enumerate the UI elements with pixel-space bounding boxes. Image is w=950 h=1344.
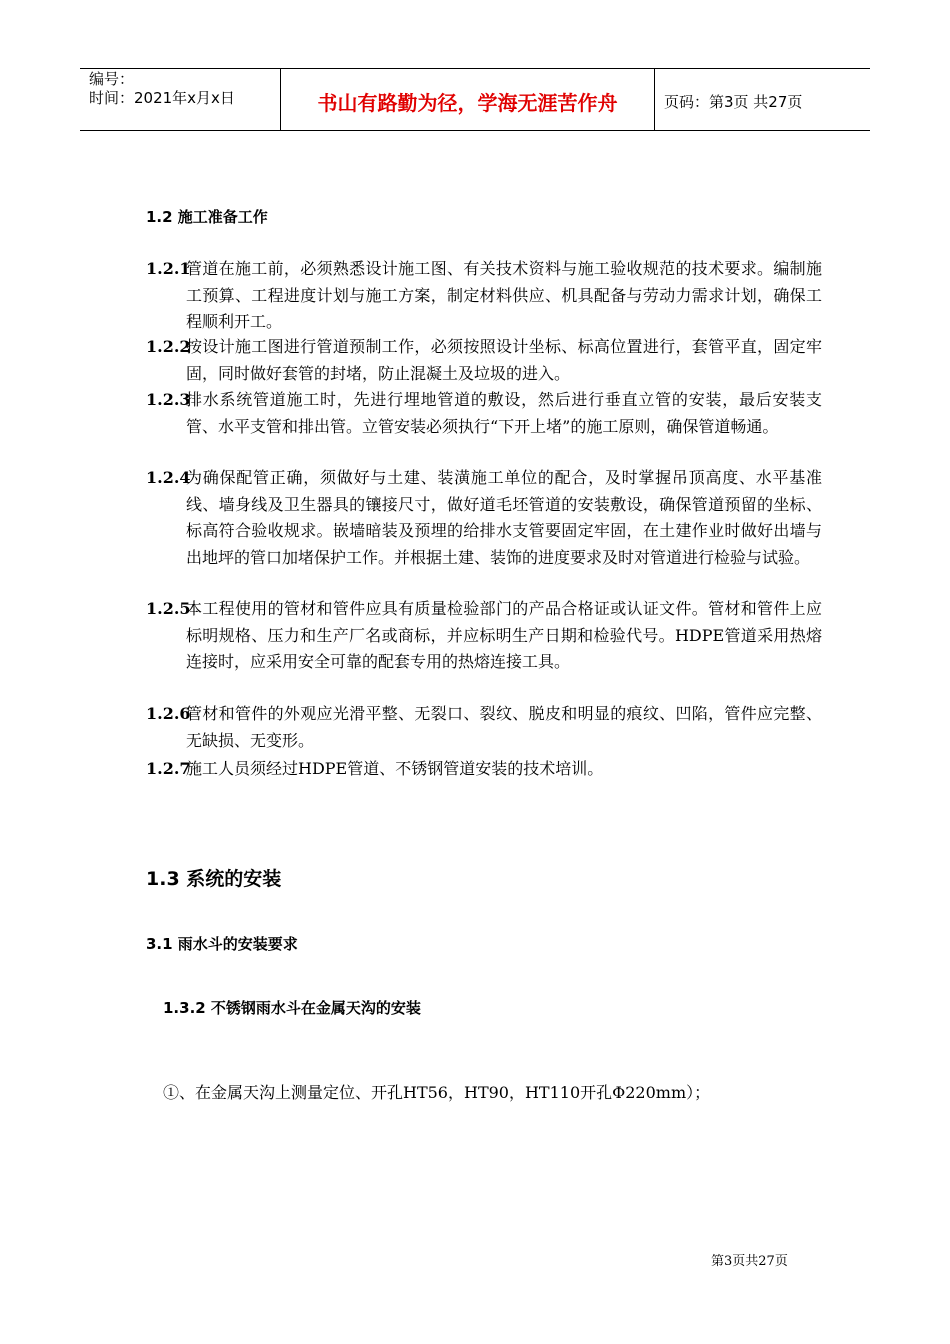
section-heading-1-3-2: 1.3.2 不锈钢雨水斗在金属天沟的安装: [163, 999, 421, 1017]
clause-text: 管材和管件的外观应光滑平整、无裂口、裂纹、脱皮和明显的痕纹、凹陷，管件应完整、无缺损、无变形。: [186, 704, 822, 750]
clause-1-2-2: [146, 334, 822, 387]
clause-text: 按设计施工图进行管道预制工作，必须按照设计坐标、标高位置进行，套管平直，固定牢固，同时做好套管的封堵，防止混凝土及垃圾的进入。: [186, 337, 822, 383]
clause-1-2-1: [146, 256, 822, 336]
page-header: [80, 68, 870, 131]
clause-number: 1.2.2: [146, 337, 191, 356]
step-1-text: ①、在金属天沟上测量定位、开孔HT56，HT90，HT110开孔Φ220mm）；: [163, 1083, 711, 1102]
header-page-number: 页码：第3页 共27页: [664, 93, 803, 111]
clause-1-2-6: [146, 701, 822, 754]
clause-1-2-4: [146, 465, 822, 571]
document-number-label: 编号：: [89, 70, 135, 88]
document-date: 时间：2021年x月x日: [89, 89, 235, 107]
clause-number: 1.2.1: [146, 259, 191, 278]
clause-1-2-7: [146, 756, 822, 783]
section-heading-1-3: 1.3 系统的安装: [146, 868, 282, 890]
clause-number: 1.2.5: [146, 599, 191, 618]
clause-text: 施工人员须经过HDPE管道、不锈钢管道安装的技术培训。: [186, 759, 604, 778]
clause-number: 1.2.7: [146, 759, 191, 778]
clause-text: 排水系统管道施工时，先进行埋地管道的敷设，然后进行垂直立管的安装，最后安装支管、水平支管和排出管。立管安装必须执行“下开上堵”的施工原则，确保管道畅通。: [186, 390, 822, 436]
section-heading-1-2: 1.2 施工准备工作: [146, 208, 268, 226]
page-footer: 第3页共27页: [711, 1254, 788, 1269]
header-meta: [80, 69, 281, 130]
clause-text: 本工程使用的管材和管件应具有质量检验部门的产品合格证或认证文件。管材和管件上应标明规格、压力和生产厂名或商标，并应标明生产日期和检验代号。HDPE管道采用热熔连接时，应采用安全可靠的配套专用的热熔连接工具。: [186, 599, 822, 671]
clause-number: 1.2.4: [146, 468, 191, 487]
clause-text: 管道在施工前，必须熟悉设计施工图、有关技术资料与施工验收规范的技术要求。编制施工预算、工程进度计划与施工方案，制定材料供应、机具配备与劳动力需求计划，确保工程顺利开工。: [186, 259, 822, 331]
clause-1-2-3: [146, 387, 822, 440]
clause-number: 1.2.6: [146, 704, 191, 723]
clause-number: 1.2.3: [146, 390, 191, 409]
header-motto: 书山有路勤为径，学海无涯苦作舟: [281, 69, 655, 130]
clause-1-2-5: [146, 596, 822, 676]
section-heading-3-1: 3.1 雨水斗的安装要求: [146, 935, 298, 953]
clause-text: 为确保配管正确，须做好与土建、装潢施工单位的配合，及时掌握吊顶高度、水平基准线、墙身线及卫生器具的镶接尺寸，做好道毛坯管道的安装敷设，确保管道预留的坐标、标高符合验收规求。嵌墙暗装及预埋的给排水支管要固定牢固，在土建作业时做好出墙与出地坪的管口加堵保护工作。并根据土建、装饰的进度要求及时对管道进行检验与试验。: [186, 468, 822, 567]
